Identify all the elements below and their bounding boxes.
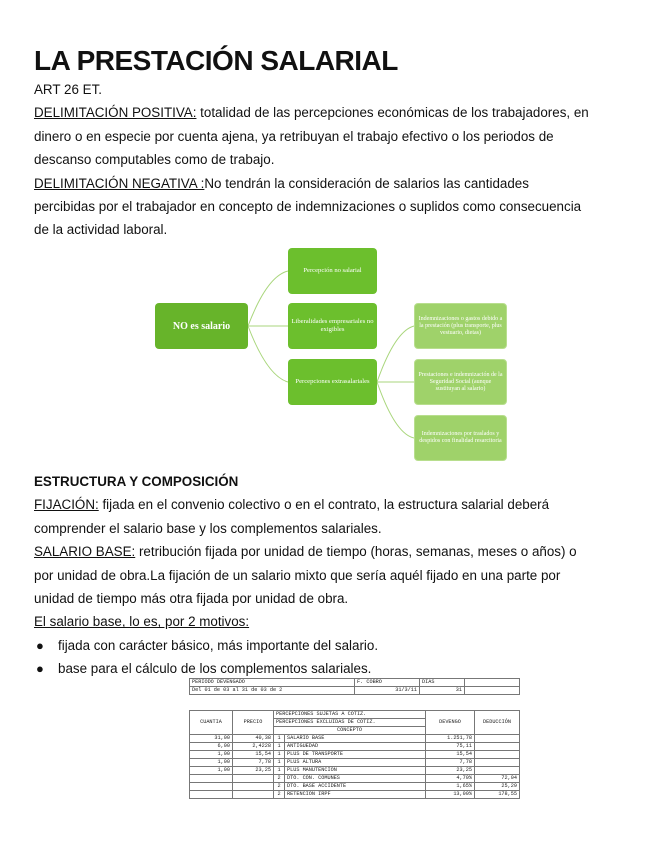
- salario-label: SALARIO BASE:: [34, 544, 136, 560]
- cell-cuantia: [190, 791, 233, 799]
- cell-cuantia: 31,00: [190, 735, 233, 743]
- no-salario-diagram: [155, 246, 515, 462]
- cell-devengo: 7,78: [426, 759, 475, 767]
- header-devengo: DEVENGO: [426, 711, 475, 735]
- diagram-leaf-traslados-despidos: Indemnizaciones por traslados y despidos con finalidad resarcitoria: [414, 415, 507, 461]
- document-body: [34, 44, 626, 242]
- cell-devengo: 4,70%: [426, 775, 475, 783]
- table-row: [190, 775, 520, 783]
- table-row: [190, 751, 520, 759]
- salario-line-1: retribución fijada por unidad de tiempo (horas, semanas, meses o años) o: [135, 544, 577, 560]
- table-row: [190, 735, 520, 743]
- cell-cuantia: 1,00: [190, 751, 233, 759]
- cell-concepto: RETENCIÓN IRPF: [285, 791, 426, 799]
- payslip-image: [189, 678, 520, 848]
- cell-concepto: ANTIGÜEDAD: [285, 743, 426, 751]
- estructura-section: [34, 470, 626, 681]
- cell-cuantia: [190, 783, 233, 791]
- cell-precio: [233, 783, 274, 791]
- cell-devengo: 75,11: [426, 743, 475, 751]
- cell-code: 2: [274, 791, 285, 799]
- cell-concepto: DTO. BASE ACCIDENTE: [285, 783, 426, 791]
- cell-cuantia: [190, 775, 233, 783]
- cell-code: 1: [274, 767, 285, 775]
- bullet-text-2: base para el cálculo de los complementos salariales.: [58, 661, 372, 677]
- cell-precio: 15,54: [233, 751, 274, 759]
- cell-cuantia: 1,00: [190, 767, 233, 775]
- header-deduccion: DEDUCCIÓN: [475, 711, 520, 735]
- positive-definition: [34, 101, 626, 124]
- estructura-heading: ESTRUCTURA Y COMPOSICIÓN: [34, 474, 239, 489]
- cell-concepto: DTO. CON. COMUNES: [285, 775, 426, 783]
- fijacion-line-2: comprender el salario base y los complementos salariales.: [34, 520, 382, 536]
- cell-cuantia: 1,00: [190, 759, 233, 767]
- cell-code: 2: [274, 775, 285, 783]
- cell-precio: [233, 791, 274, 799]
- cell-concepto: PLUS ALTURA: [285, 759, 426, 767]
- cell-devengo: 23,25: [426, 767, 475, 775]
- cell-deduccion: [475, 743, 520, 751]
- cobro-label: F. COBRO: [355, 679, 420, 687]
- periodo-label: PERIODO DEVENGADO: [190, 679, 355, 687]
- cell-concepto: PLUS DE TRANSPORTE: [285, 751, 426, 759]
- fijacion-line-1: fijada en el convenio colectivo o en el contrato, la estructura salarial deberá: [98, 497, 550, 513]
- cell-deduccion: 178,55: [475, 791, 520, 799]
- cell-devengo: 15,54: [426, 751, 475, 759]
- cell-deduccion: [475, 767, 520, 775]
- header-sujetas: PERCEPCIONES SUJETAS A COTIZ.: [274, 711, 426, 719]
- payslip-period-table: [189, 678, 520, 695]
- table-row: [190, 743, 520, 751]
- cell-devengo: 13,00%: [426, 791, 475, 799]
- list-item: [34, 634, 626, 657]
- cell-deduccion: [475, 751, 520, 759]
- cell-deduccion: 25,29: [475, 783, 520, 791]
- table-row: [190, 791, 520, 799]
- cell-deduccion: 72,04: [475, 775, 520, 783]
- payslip-concepts-table: [189, 710, 520, 799]
- header-concepto: CONCEPTO: [274, 727, 426, 735]
- cell-code: 1: [274, 743, 285, 751]
- header-spacer: [465, 679, 520, 687]
- cell-precio: 2,4228: [233, 743, 274, 751]
- salario-line-3: unidad de tiempo más otra fijada por unidad de obra.: [34, 591, 349, 607]
- cell-deduccion: [475, 735, 520, 743]
- bullet-icon: ●: [36, 637, 44, 653]
- negative-line-3: de la actividad laboral.: [34, 222, 168, 238]
- negative-line-2: percibidas por el trabajador en concepto de indemnizaciones o suplidos como consecuencia: [34, 199, 582, 215]
- diagram-node-liberalidades: Liberalidades empresariales no exigibles: [288, 303, 377, 349]
- cell-precio: 7,78: [233, 759, 274, 767]
- connector-mid3-leaf-3: [377, 382, 414, 438]
- cell-cuantia: 6,00: [190, 743, 233, 751]
- bullet-icon: ●: [36, 661, 44, 677]
- diagram-leaf-prestaciones-ss: Prestaciones e indemnización de la Seguridad Social (aunque sustituyan al salario): [414, 359, 507, 405]
- salario-paragraph: [34, 540, 626, 563]
- table-row: [190, 783, 520, 791]
- cell-code: 1: [274, 751, 285, 759]
- positive-line-3: descanso computables como de trabajo.: [34, 152, 275, 168]
- connector-root-mid-3: [248, 326, 288, 382]
- bullet-text-1: fijada con carácter básico, más importante del salario.: [58, 637, 379, 653]
- connector-mid3-leaf-1: [377, 326, 414, 382]
- header-spacer: [465, 687, 520, 695]
- diagram-leaf-indemnizaciones-gastos: Indemnizaciones o gastos debido a la prestación (plus transporte, plus vestuario, dietas): [414, 303, 507, 349]
- diagram-node-percepcion: Percepción no salarial: [288, 248, 377, 294]
- table-row: [190, 767, 520, 775]
- cell-concepto: PLUS MANUTENCIÓN: [285, 767, 426, 775]
- cobro-value: 31/3/11: [355, 687, 420, 695]
- cell-precio: 23,25: [233, 767, 274, 775]
- motivos-heading: El salario base, lo es, por 2 motivos:: [34, 614, 250, 630]
- cell-code: 2: [274, 783, 285, 791]
- positive-line-1: totalidad de las percepciones económicas de los trabajadores, en: [196, 105, 589, 121]
- payslip-rows: [190, 735, 520, 799]
- cell-devengo: 1,65%: [426, 783, 475, 791]
- cell-deduccion: [475, 759, 520, 767]
- dias-value: 31: [420, 687, 465, 695]
- cell-precio: 40,38: [233, 735, 274, 743]
- dias-label: DÍAS: [420, 679, 465, 687]
- header-precio: PRECIO: [233, 711, 274, 735]
- negative-line-1: No tendrán la consideración de salarios las cantidades: [204, 175, 529, 191]
- article-reference: ART 26 ET.: [34, 82, 102, 97]
- header-excluidas: PERCEPCIONES EXCLUIDAS DE COTIZ.: [274, 719, 426, 727]
- fijacion-label: FIJACIÓN:: [34, 497, 99, 513]
- fijacion-paragraph: [34, 493, 626, 516]
- negative-label: DELIMITACIÓN NEGATIVA :: [34, 175, 205, 191]
- cell-code: 1: [274, 735, 285, 743]
- cell-code: 1: [274, 759, 285, 767]
- positive-line-2: dinero o en especie por cuenta ajena, ya retribuyan el trabajo efectivo o los periodos de: [34, 128, 554, 144]
- positive-label: DELIMITACIÓN POSITIVA:: [34, 105, 197, 121]
- header-cuantia: CUANTIA: [190, 711, 233, 735]
- periodo-value: Del 01 de 03 al 31 de 03 de 2: [190, 687, 355, 695]
- cell-devengo: 1.251,78: [426, 735, 475, 743]
- salario-line-2: por unidad de obra.La fijación de un salario mixto que sería aquél fijado en una parte por: [34, 567, 561, 583]
- diagram-node-extrasalariales: Percepciones extrasalariales: [288, 359, 377, 405]
- motivos-list: [34, 634, 626, 681]
- diagram-root-node: NO es salario: [155, 303, 248, 349]
- page-title: LA PRESTACIÓN SALARIAL: [34, 45, 398, 76]
- connector-root-mid-1: [248, 271, 288, 326]
- negative-definition: [34, 172, 626, 195]
- cell-concepto: SALARIO BASE: [285, 735, 426, 743]
- cell-precio: [233, 775, 274, 783]
- table-row: [190, 759, 520, 767]
